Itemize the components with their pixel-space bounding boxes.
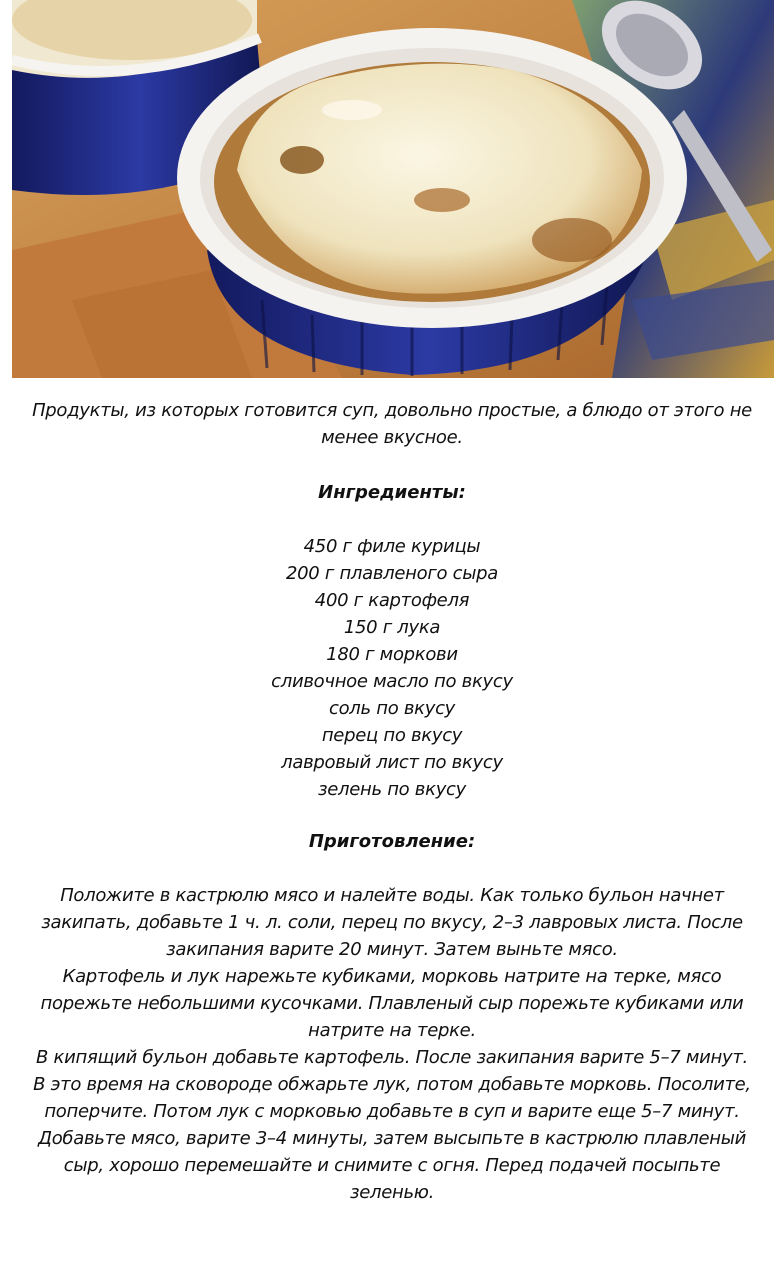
ingredient-item: 400 г картофеля — [314, 590, 470, 611]
ingredient-item: 450 г филе курицы — [303, 536, 481, 557]
ingredient-item: сливочное масло по вкусу — [271, 671, 513, 692]
ingredient-item: зелень по вкусу — [317, 779, 466, 800]
intro-text: Продукты, из которых готовится суп, довольно простые, а блюдо от этого не менее вкусное. — [32, 400, 752, 448]
ingredient-item: 150 г лука — [343, 617, 441, 638]
step-paragraph: Положите в кастрюлю мясо и налейте воды. Как только бульон начнет закипать, добавьте 1 ч. л. соли, перец по вкусу, 2–3 лавровых листа. После закипания варите 20 минут. Затем выньте мясо. — [41, 885, 743, 960]
ingredient-item: лавровый лист по вкусу — [281, 752, 503, 773]
step-paragraph: Добавьте мясо, варите 3–4 минуты, затем высыпьте в кастрюлю плавленый сыр, хорошо перемешайте и снимите с огня. Перед подачей посыпьте зеленью. — [37, 1128, 747, 1203]
preparation-steps — [22, 882, 762, 1206]
soup-photo — [12, 0, 774, 378]
ingredients-list — [20, 533, 764, 803]
ingredients-heading: Ингредиенты: — [318, 482, 466, 503]
step-paragraph: Картофель и лук нарежьте кубиками, морковь натрите на терке, мясо порежьте небольшими кусочками. Плавленый сыр порежьте кубиками или натрите на терке. — [40, 966, 744, 1041]
step-paragraph: В это время на сковороде обжарьте лук, потом добавьте морковь. Посолите, поперчите. Потом лук с морковью добавьте в суп и варите еще 5–7 минут. — [33, 1074, 751, 1122]
soup-bowl-photo — [12, 0, 774, 378]
ingredient-item: 200 г плавленого сыра — [286, 563, 498, 584]
ingredient-item: перец по вкусу — [321, 725, 463, 746]
ingredient-item: соль по вкусу — [328, 698, 456, 719]
step-paragraph: В кипящий бульон добавьте картофель. После закипания варите 5–7 минут. — [36, 1047, 748, 1068]
preparation-heading: Приготовление: — [308, 831, 476, 852]
ingredient-item: 180 г моркови — [326, 644, 458, 665]
